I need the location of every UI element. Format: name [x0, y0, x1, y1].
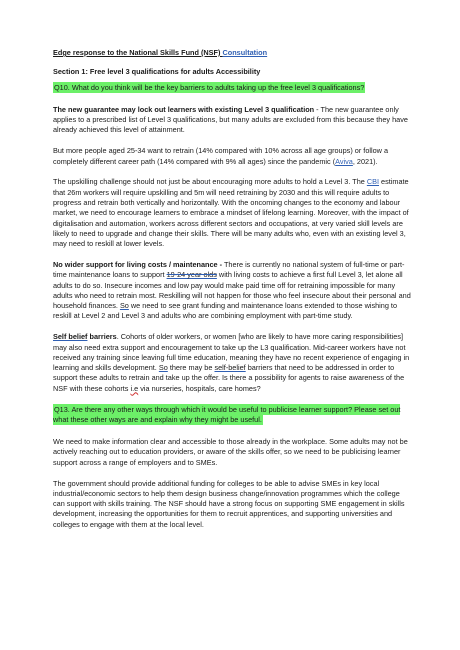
paragraph-living-costs-heading: No wider support for living costs / maintenance -: [53, 259, 223, 269]
paragraph-self-belief: [53, 332, 413, 394]
aviva-link[interactable]: Aviva: [335, 156, 353, 166]
grammar-flag-so-2[interactable]: So: [158, 363, 168, 373]
paragraph-lock-out: [53, 105, 413, 136]
tracked-change-deletion[interactable]: 19-24 year olds: [166, 270, 217, 280]
paragraph-lock-out-heading: The new guarantee may lock out learners with existing Level 3 qualification: [53, 104, 315, 114]
grammar-flag-self-belief-2[interactable]: self-belief: [214, 363, 246, 373]
grammar-flag-self-belief[interactable]: Self belief: [53, 332, 88, 342]
paragraph-living-costs-text-c: we need to see grant funding and maintenance loans extended to those wishing to reskill at Level 2 and Level 3 and adults who are combining employment with part-time study.: [53, 301, 398, 321]
title-text: Edge response to the National Skills Fund (NSF): [53, 48, 223, 57]
paragraph-upskilling-text-a: The upskilling challenge should not just be about encouraging more adults to hold a Level 3. The: [53, 177, 367, 187]
paragraph-living-costs-text-b: with living costs to achieve a first full Level 3, let alone all adults to do so. Insecure incomes and low pay would make paid time off for retraining impossible for many adults who need to retrain most. Reskilling will not happen for those who feel insecure about their personal and household finances.: [53, 270, 411, 311]
paragraph-self-belief-text-c: barriers that need to be addressed in order to support these adults to retrain and take up the offer. Is there a possibility for agents to raise awareness of the NSF with these cohorts: [53, 363, 405, 393]
paragraph-government-funding: The government should provide additional funding for colleges to be able to advise SMEs in key local industrial/economic sectors to help them design business change/innovation programmes which the college can support with skills training. The NSF should have a strong focus on supporting SME engagement in skills development, increasing the opportunities for them to recruit apprentices, and supporting universities and colleges to engage with them at the local level.: [53, 478, 405, 529]
paragraph-living-costs-text-a: There is currently no national system of full-time or part-time maintenance loans to support: [53, 259, 405, 280]
paragraph-retrain-end: , 2021).: [352, 156, 378, 166]
paragraph-upskilling-text-b: estimate that 26m workers will require upskilling and 5m will need retraining by 2030 and this will require adults to progress and retrain both vertically and horizontally. With the oncoming changes to the economy and labour market, we need to encourage learners to embrace a mindset of lifelong learning. Moreover, with the impact of digitalisation and automation, workers across different sectors and occupations, at very varied skill levels are likely to need to upgrade and change their skills. There will be many adults who, even with an existing level 3, may need to reskill at lower levels.: [53, 177, 409, 249]
paragraph-self-belief-text-d: via nurseries, hospitals, care homes?: [138, 383, 261, 393]
paragraph-self-belief-text-b: there may be: [167, 363, 215, 373]
paragraph-self-belief-text-a: . Cohorts of older workers, or women [who are likely to have more caring responsibilities] may also need extra support and encouragement to take up the L3 qualification. Mid-career workers have not received any training since leaving full time education, meaning they have no recent experience of engaging in learning and skills development.: [53, 332, 410, 373]
paragraph-information: We need to make information clear and accessible to those already in the workplace. Some adults may not be actively reaching out to education providers, or aware of the skills offer, so we need to be publicising learner support across a range of employers and to SMEs.: [53, 437, 408, 467]
paragraph-retrain-text: But more people aged 25-34 want to retrain (14% compared with 10% across all age groups) or follow a completely different career path (14% compared with 9% all ages) since the pandemic (: [53, 146, 389, 166]
paragraph-living-costs: [53, 260, 413, 322]
grammar-flag-so[interactable]: So: [119, 301, 129, 311]
section-heading: Section 1: Free level 3 qualifications for adults Accessibility: [53, 67, 261, 77]
spelling-flag-ie[interactable]: i.e: [130, 383, 139, 393]
paragraph-retrain: [53, 146, 413, 167]
paragraph-upskilling: [53, 177, 413, 249]
question-13-text: Q13. Are there any other ways through which it would be useful to publicise learner support? Please set out what these other ways are and explain why they might be useful.: [53, 404, 401, 424]
cbi-link[interactable]: CBI: [366, 177, 380, 187]
paragraph-lock-out-text: - The new guarantee only applies to a prescribed list of Level 3 qualifications, but many adults are excluded from this because they have already achieved this level of attainment.: [53, 104, 408, 135]
question-10: [53, 83, 413, 93]
question-10-text: Q10. What do you think will be the key barriers to adults taking up the free level 3 qualifications?: [54, 82, 365, 92]
question-13: [53, 405, 413, 426]
document-title: [53, 48, 413, 58]
consultation-link[interactable]: Consultation: [222, 48, 268, 57]
paragraph-self-belief-heading: barriers: [87, 332, 117, 342]
document-page: [53, 48, 413, 540]
